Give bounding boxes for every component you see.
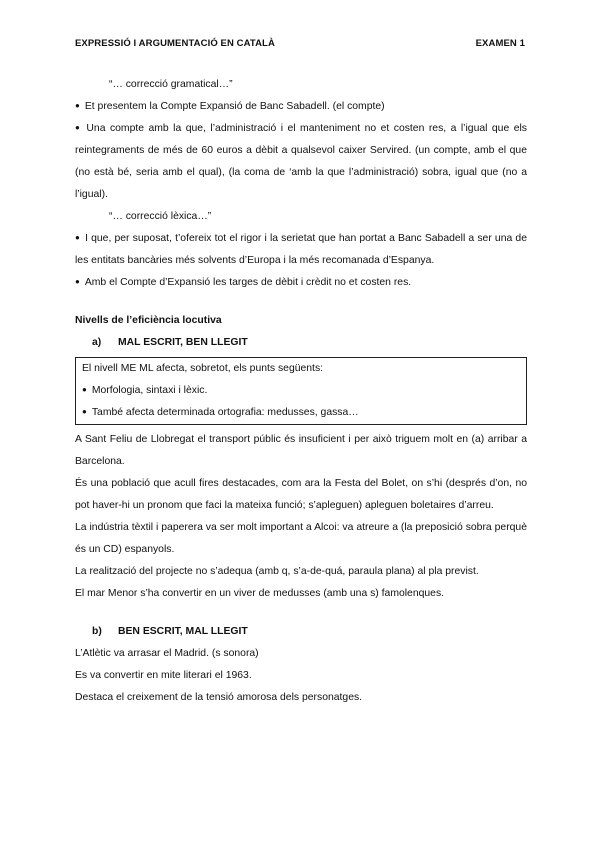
info-box xyxy=(75,357,527,425)
example-paragraph: És una població que acull fires destacades, com ara la Festa del Bolet, on s’hi (després d’on, no pot haver-hi un pronom que faci la mateixa funció; s’apleguen) apleguen boletaires d’arreu. xyxy=(75,478,527,511)
subsection-a-title: MAL ESCRIT, BEN LLEGIT xyxy=(118,337,248,348)
subsection-a-marker: a) xyxy=(92,337,102,348)
example-paragraph: Destaca el creixement de la tensió amorosa dels personatges. xyxy=(75,692,363,703)
subsection-a-heading xyxy=(75,332,527,354)
subsection-b-heading xyxy=(75,621,527,643)
info-box-intro: El nivell ME ML afecta, sobretot, els punts següents: xyxy=(82,363,324,374)
example-paragraph: El mar Menor s’ha convertir en un viver de medusses (amb una s) famolenques. xyxy=(75,588,445,599)
bullet-item: ● Amb el Compte d’Expansió les targes de dèbit i crèdit no et costen res. xyxy=(75,272,527,294)
document-body xyxy=(75,74,527,709)
section-title: Nivells de l’eficiència locutiva xyxy=(75,315,222,326)
spacer xyxy=(75,605,527,621)
subsection-b-marker: b) xyxy=(92,626,102,637)
bullet-item: ● I que, per suposat, t’ofereix tot el rigor i la serietat que han portat a Banc Sabadell a ser una de les entitats bancàries més solvents d’Europa i la més recomanada d’Espanya. xyxy=(75,228,527,272)
info-box-bullet: ● També afecta determinada ortografia: medusses, gassa… xyxy=(82,402,520,424)
bullet-item: ● Una compte amb la que, l’administració i el manteniment no et costen res, a l’igual que els reintegraments de més de 60 euros a dèbit a qualsevol caixer Servired. (un compte, amb el que (no està bé, seria amb el qual), (la coma de ‘amb la que l’administració) sobra, igual que (no a l’igual). xyxy=(75,118,527,206)
quote-grammatical-correction: “… correcció gramatical…” xyxy=(109,79,233,90)
header-course-title: EXPRESSIÓ I ARGUMENTACIÓ EN CATALÀ xyxy=(75,38,275,49)
quote-lexical-correction: “… correcció lèxica…” xyxy=(109,211,212,222)
page-header xyxy=(75,38,525,49)
example-paragraph: Es va convertir en mite literari el 1963. xyxy=(75,670,252,681)
header-exam-label: EXAMEN 1 xyxy=(475,38,525,49)
example-paragraph: A Sant Feliu de Llobregat el transport públic és insuficient i per això triguem molt en (a) arribar a Barcelona. xyxy=(75,434,527,467)
bullet-item: ● Et presentem la Compte Expansió de Banc Sabadell. (el compte) xyxy=(75,96,527,118)
info-box-bullet: ● Morfologia, sintaxi i lèxic. xyxy=(82,380,520,402)
example-paragraph: La realització del projecte no s’adequa (amb q, s’a-de-quá, paraula plana) al pla previst. xyxy=(75,566,479,577)
subsection-b-title: BEN ESCRIT, MAL LLEGIT xyxy=(118,626,248,637)
example-paragraph: La indústria tèxtil i paperera va ser molt important a Alcoi: va atreure a (la preposició sobra perquè és un CD) espanyols. xyxy=(75,522,527,555)
example-paragraph: L’Atlètic va arrasar el Madrid. (s sonora) xyxy=(75,648,259,659)
